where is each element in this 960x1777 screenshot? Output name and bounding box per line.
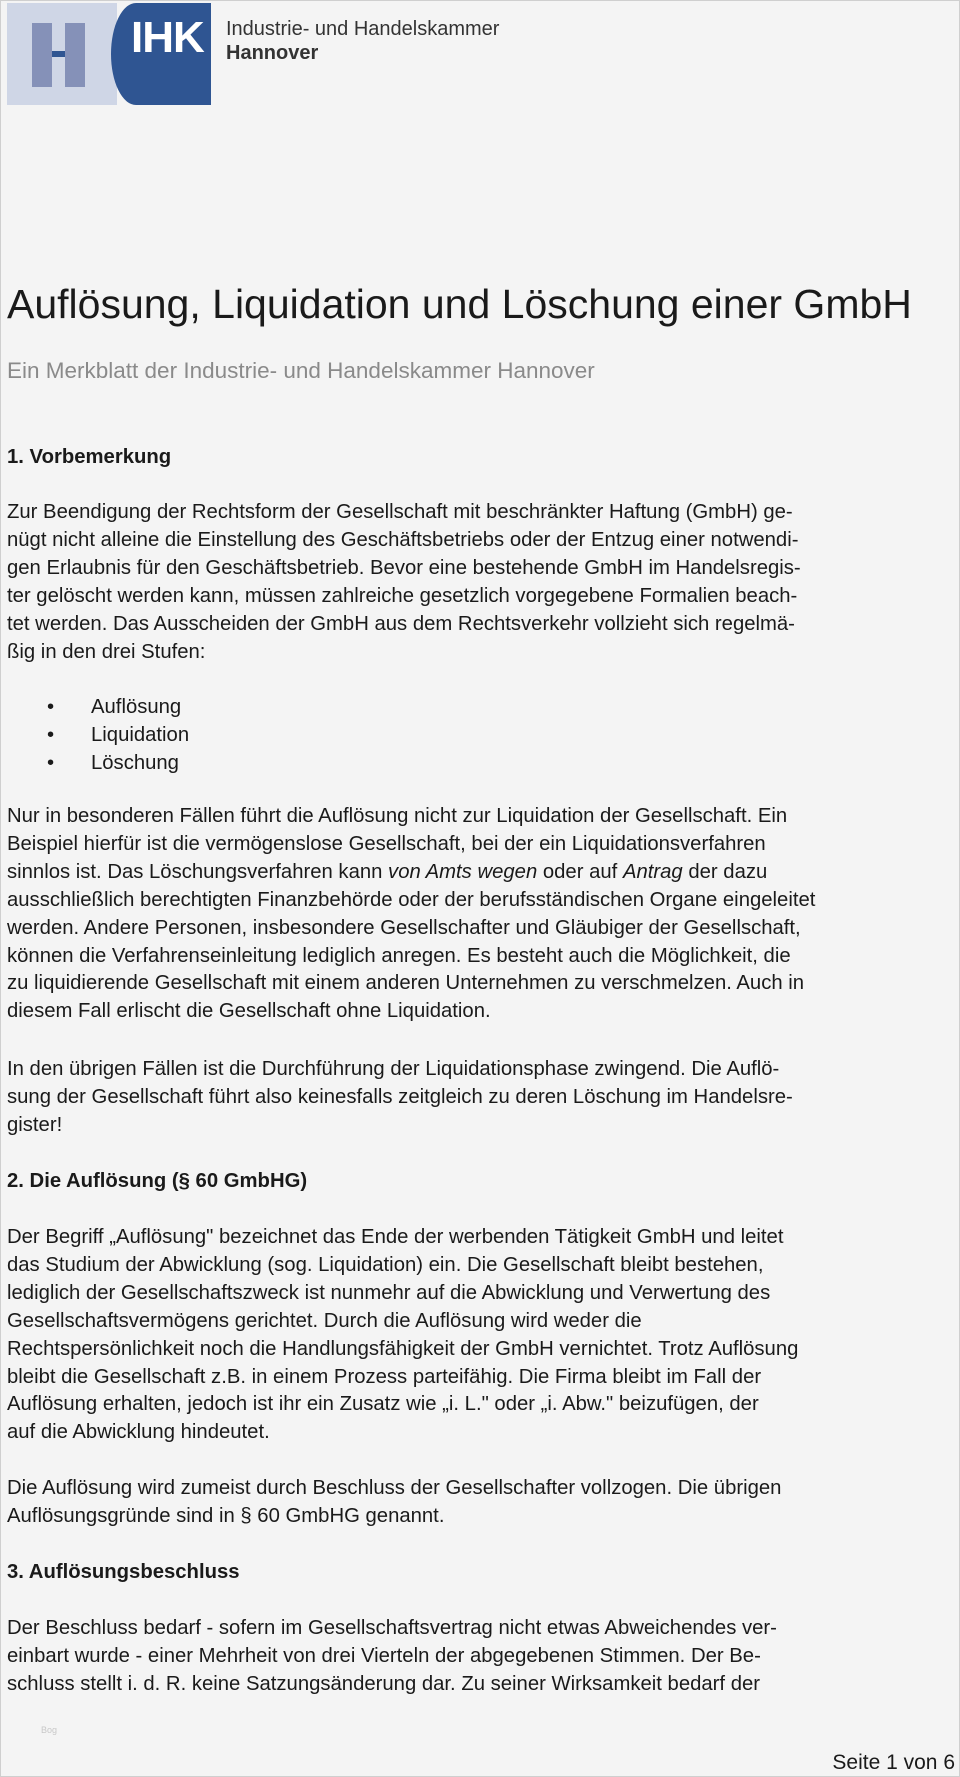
- text-line: tet werden. Das Ausscheiden der GmbH aus dem Rechtsverkehr vollzieht sich regelmä-: [7, 612, 795, 635]
- text-line: [7, 859, 815, 887]
- text-line: Rechtspersönlichkeit noch die Handlungsfähigkeit der GmbH vernichtet. Trotz Auflösung: [7, 1337, 799, 1360]
- text-line: lediglich der Gesellschaftszweck ist nunmehr auf die Abwicklung und Verwertung des: [7, 1281, 771, 1304]
- text-line: bleibt die Gesellschaft z.B. in einem Prozess parteifähig. Die Firma bleibt im Fall der: [7, 1365, 762, 1388]
- paragraph-1: [7, 499, 801, 666]
- org-line-2: Hannover: [226, 42, 319, 64]
- text-line: Der Beschluss bedarf - sofern im Gesellschaftsvertrag nicht etwas Abweichendes ver-: [7, 1617, 777, 1639]
- list-item-text: Liquidation: [91, 724, 190, 746]
- text-line: auf die Abwicklung hindeutet.: [7, 1421, 270, 1444]
- text-line: ter gelöscht werden kann, müssen zahlreiche gesetzlich vorgegebene Formalien beach-: [7, 584, 798, 607]
- logo-h-panel: [7, 3, 117, 105]
- page-number: Seite 1 von 6: [832, 1751, 955, 1774]
- paragraph-6: [7, 1615, 777, 1699]
- paragraph-5: [7, 1475, 781, 1531]
- text-line: gen Erlaubnis für den Geschäftsbetrieb. Bevor eine bestehende GmbH im Handelsregis-: [7, 556, 801, 579]
- heading-aufloesung: 2. Die Auflösung (§ 60 GmbHG): [7, 1170, 308, 1192]
- text-line: werden. Andere Personen, insbesondere Gesellschafter und Gläubiger der Gesellschaft,: [7, 916, 801, 939]
- text-line: gister!: [7, 1113, 63, 1136]
- text-line: Auflösungsgründe sind in § 60 GmbHG genannt.: [7, 1504, 445, 1527]
- text-line: Der Begriff „Auflösung" bezeichnet das Ende der werbenden Tätigkeit GmbH und leitet: [7, 1226, 784, 1248]
- text-line: einbart wurde - einer Mehrheit von drei Vierteln der abgegebenen Stimmen. Der Be-: [7, 1644, 761, 1667]
- logo-mark: IHK: [131, 13, 204, 62]
- text-line: Gesellschaftsvermögens gerichtet. Durch die Auflösung wird weder die: [7, 1309, 642, 1332]
- bullet-icon: •: [47, 724, 55, 746]
- text: oder auf: [537, 860, 623, 883]
- text-line: schluss stellt i. d. R. keine Satzungsänderung dar. Zu seiner Wirksamkeit bedarf der: [7, 1672, 761, 1695]
- text-line: diesem Fall erlischt die Gesellschaft ohne Liquidation.: [7, 1000, 491, 1023]
- list-item-text: Auflösung: [91, 696, 182, 718]
- text-line: nügt nicht alleine die Einstellung des Geschäftsbetriebs oder der Entzug einer notwendi-: [7, 528, 799, 551]
- text-line: Nur in besonderen Fällen führt die Auflösung nicht zur Liquidation der Gesellschaft. Ein: [7, 805, 788, 827]
- bullet-icon: •: [47, 752, 55, 774]
- bullet-list: [47, 694, 347, 784]
- text-line: sung der Gesellschaft führt also keinesfalls zeitgleich zu deren Löschung im Handelsre-: [7, 1085, 793, 1108]
- text-line: das Studium der Abwicklung (sog. Liquidation) ein. Die Gesellschaft bleibt bestehen,: [7, 1253, 764, 1276]
- text-line: Zur Beendigung der Rechtsform der Gesellschaft mit beschränkter Haftung (GmbH) ge-: [7, 501, 793, 523]
- text-line: können die Verfahrenseinleitung lediglich anregen. Es besteht auch die Möglichkeit, die: [7, 944, 791, 967]
- text: sinnlos ist. Das Löschungsverfahren kann: [7, 860, 389, 883]
- list-item-text: Löschung: [91, 752, 179, 774]
- watermark: Bog: [41, 1725, 58, 1735]
- paragraph-3: [7, 1056, 793, 1140]
- ihk-logo: [7, 3, 211, 105]
- paragraph-2: [7, 803, 815, 1026]
- text-line: Beispiel hierfür ist die vermögenslose Gesellschaft, bei der ein Liquidationsverfahren: [7, 832, 766, 855]
- bullet-icon: •: [47, 696, 55, 718]
- paragraph-4: [7, 1224, 798, 1447]
- text-line: ßig in den drei Stufen:: [7, 640, 206, 663]
- text-line: In den übrigen Fällen ist die Durchführung der Liquidationsphase zwingend. Die Auflö-: [7, 1058, 780, 1080]
- document-title: Auflösung, Liquidation und Löschung einer GmbH: [7, 281, 912, 327]
- text-line: Die Auflösung wird zumeist durch Beschluss der Gesellschafter vollzogen. Die übrigen: [7, 1477, 782, 1499]
- organization-name: [226, 17, 499, 65]
- italic-text: Antrag: [622, 860, 683, 883]
- text-line: ausschließlich berechtigten Finanzbehörde oder der berufsständischen Organe eingeleitet: [7, 888, 816, 911]
- text-line: zu liquidierende Gesellschaft mit einem anderen Unternehmen zu verschmelzen. Auch in: [7, 972, 805, 995]
- heading-aufloesungsbeschluss: 3. Auflösungsbeschluss: [7, 1561, 240, 1583]
- text-line: Auflösung erhalten, jedoch ist ihr ein Zusatz wie „i. L." oder „i. Abw." beizufügen, der: [7, 1393, 759, 1416]
- org-line-1: Industrie- und Handelskammer: [226, 18, 500, 40]
- text: der dazu: [682, 860, 768, 883]
- italic-text: von Amts wegen: [388, 860, 538, 883]
- document-subtitle: Ein Merkblatt der Industrie- und Handelskammer Hannover: [7, 358, 595, 383]
- heading-vorbemerkung: 1. Vorbemerkung: [7, 446, 172, 468]
